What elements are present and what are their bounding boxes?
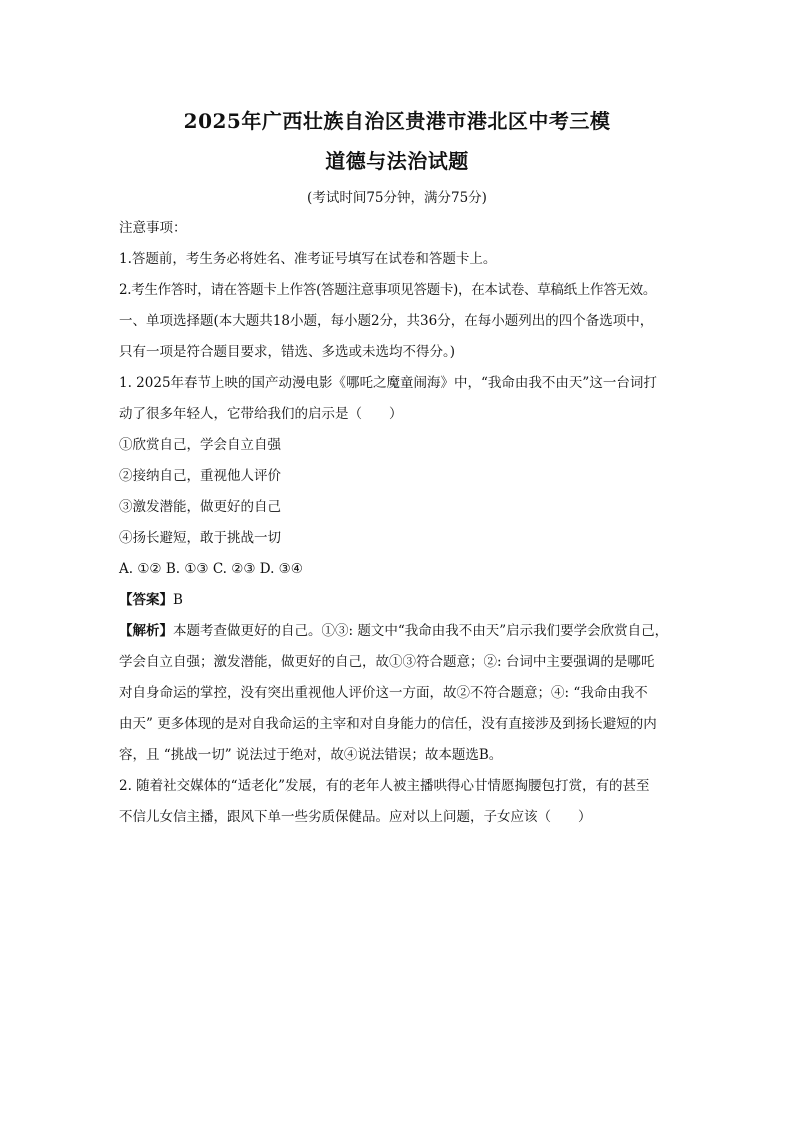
exam-time-note: (考试时间75分钟，满分75分) [307, 190, 487, 206]
exam-title: 2025年广西壮族自治区贵港市港北区中考三模 [183, 109, 611, 133]
q1-analysis-line-1 [119, 621, 691, 641]
q1-choices: A. ①② B. ①③ C. ②③ D. ③④ [119, 561, 303, 577]
answer-label: 【答案】 [119, 592, 173, 608]
q1-option-3: ③激发潜能，做更好的自己 [119, 499, 281, 515]
exam-subtitle: 道德与法治试题 [325, 149, 469, 173]
section-heading-line-1: 一、单项选择题(本大题共18小题，每小题2分，共36分，在每小题列出的四个备选项中， [119, 313, 654, 329]
q1-analysis-line-4: 由天” 更多体现的是对自我命运的主宰和对自身能力的信任，没有直接涉及到扬长避短的内 [119, 716, 657, 732]
q1-stem-line-1: 1. 2025年春节上映的国产动漫电影《哪吒之魔童闹海》中，“我命由我不由天”这一台词打 [119, 375, 657, 391]
q1-analysis-line-2: 学会自立自强；激发潜能，做更好的自己，故①③符合题意；②: 台词中主要强调的是哪吒 [119, 654, 655, 670]
section-heading-line-2: 只有一项是符合题目要求，错选、多选或未选均不得分。) [119, 344, 456, 360]
q1-analysis-line-3: 对自身命运的掌控，没有突出重视他人评价这一方面，故②不符合题意；④: “我命由我不 [119, 685, 648, 701]
notes-item-1: 1.答题前，考生务必将姓名、准考证号填写在试卷和答题卡上。 [119, 251, 497, 267]
q1-stem-line-2: 动了很多年轻人，它带给我们的启示是（ ） [119, 406, 403, 422]
q2-stem-line-1: 2. 随着社交媒体的“适老化”发展，有的老年人被主播哄得心甘情愿掏腰包打赏，有的甚至 [119, 778, 650, 794]
analysis-label: 【解析】 [119, 623, 173, 639]
q1-analysis-line-5: 容，且 “挑战一切” 说法过于绝对，故④说法错误；故本题选B。 [119, 747, 503, 763]
q1-option-2: ②接纳自己，重视他人评价 [119, 468, 281, 484]
q1-answer [119, 590, 691, 610]
notes-heading: 注意事项： [119, 220, 187, 236]
q2-stem-line-2: 不信儿女信主播，跟风下单一些劣质保健品。应对以上问题，子女应该（ ） [119, 809, 592, 825]
notes-item-2: 2.考生作答时，请在答题卡上作答(答题注意事项见答题卡)，在本试卷、草稿纸上作答无效。 [119, 282, 657, 298]
answer-value: B [173, 592, 183, 608]
q1-option-1: ①欣赏自己，学会自立自强 [119, 437, 281, 453]
analysis-text: 本题考查做更好的自己。①③: 题文中“我命由我不由天”启示我们要学会欣赏自己， [173, 623, 669, 639]
q1-option-4: ④扬长避短，敢于挑战一切 [119, 530, 281, 546]
